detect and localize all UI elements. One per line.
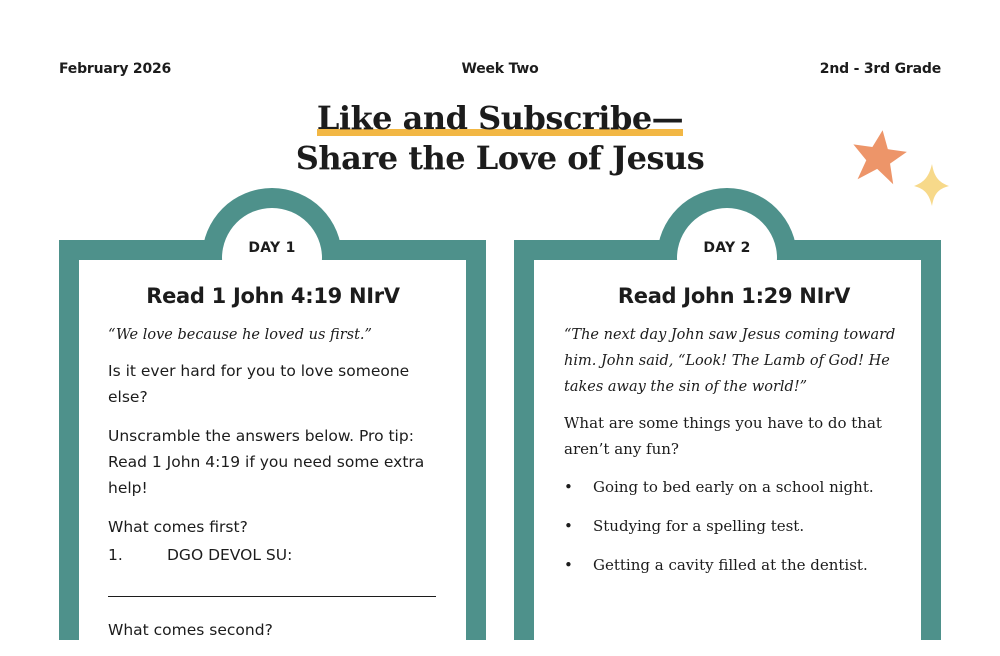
day1-question: Is it ever hard for you to love someone else? [108,362,410,406]
day1-answer-line-1[interactable] [108,596,436,597]
title-line-2: Share the Love of Jesus [295,139,705,177]
star-icon [849,126,910,185]
day2-quote: “The next day John saw Jesus coming toward him. John said, “Look! The Lamb of God! He takes away the sin of the world!” [564,327,896,395]
header-week: Week Two [461,61,539,77]
list-item: • Studying for a spelling test. [564,514,904,539]
day1-prompt-1: What comes first? [108,518,248,536]
day2-card [514,188,941,618]
day1-instructions: Unscramble the answers below. Pro tip: Read 1 John 4:19 if you need some extra help! [108,427,425,497]
day1-item-1 [108,546,438,564]
day2-content [564,284,904,592]
day1-heading: Read 1 John 4:19 NIrV [146,284,400,308]
day1-prompt-2: What comes second? [108,621,273,639]
header-grade: 2nd - 3rd Grade [819,61,941,77]
day1-quote: “We love because he loved us first.” [108,327,372,343]
day2-question: What are some things you have to do that aren’t any fun? [564,414,882,458]
title-line-1: Like and Subscribe— [316,99,684,137]
bullet-text: Getting a cavity filled at the dentist. [593,556,868,574]
list-item: • Going to bed early on a school night. [564,475,904,500]
day2-bullet-list [564,475,904,578]
bullet-text: Going to bed early on a school night. [593,478,874,496]
day2-label: DAY 2 [703,240,751,256]
day1-card [59,188,486,639]
list-item: • Getting a cavity filled at the dentist. [564,553,904,578]
day1-label: DAY 1 [248,240,296,256]
day2-heading: Read John 1:29 NIrV [617,284,851,308]
title-line-1-wrap [317,98,683,138]
bullet-text: Studying for a spelling test. [593,517,805,535]
day1-content [108,284,438,656]
day1-item-1-scramble: DGO DEVOL SU: [167,546,293,564]
day1-item-1-number: 1. [108,546,123,564]
header-month: February 2026 [59,61,172,77]
